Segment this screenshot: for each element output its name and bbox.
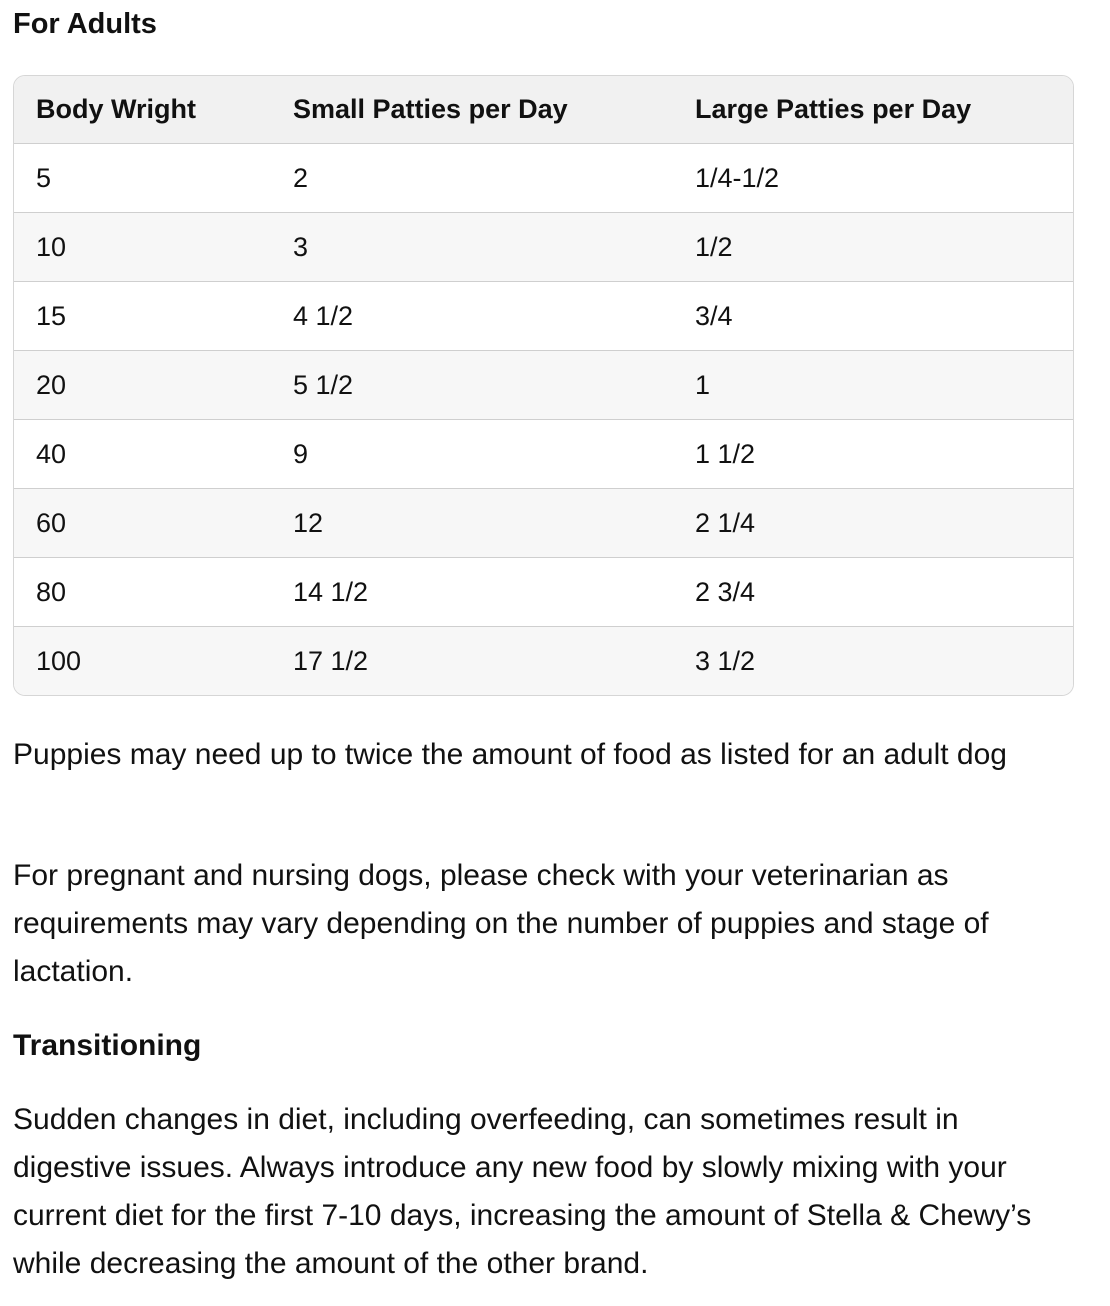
cell-small-patties: 12 — [271, 489, 673, 558]
table-row — [14, 489, 1073, 558]
cell-small-patties: 5 1/2 — [271, 351, 673, 420]
table-header-row — [14, 76, 1073, 144]
cell-body-weight: 100 — [14, 627, 271, 696]
cell-small-patties: 9 — [271, 420, 673, 489]
cell-large-patties: 2 1/4 — [673, 489, 1073, 558]
section-title-transitioning: Transitioning — [13, 1029, 202, 1062]
cell-body-weight: 20 — [14, 351, 271, 420]
cell-body-weight: 5 — [14, 144, 271, 213]
header-large-patties: Large Patties per Day — [673, 76, 1073, 144]
cell-body-weight: 80 — [14, 558, 271, 627]
table-row — [14, 213, 1073, 282]
cell-large-patties: 1 — [673, 351, 1073, 420]
cell-large-patties: 3 1/2 — [673, 627, 1073, 696]
cell-body-weight: 60 — [14, 489, 271, 558]
cell-body-weight: 10 — [14, 213, 271, 282]
cell-large-patties: 3/4 — [673, 282, 1073, 351]
cell-body-weight: 40 — [14, 420, 271, 489]
cell-large-patties: 1 1/2 — [673, 420, 1073, 489]
table-row — [14, 144, 1073, 213]
header-body-weight: Body Wright — [14, 76, 271, 144]
transitioning-body: Sudden changes in diet, including overfeeding, can sometimes result in digestive issues. Always introduce any new food by slowly mixing with your current diet for the first 7-10 days, increasing the amount of Stella & Chewy’s while decreasing the amount of the other brand. — [13, 1103, 1032, 1280]
table-row — [14, 351, 1073, 420]
cell-large-patties: 1/2 — [673, 213, 1073, 282]
table-row — [14, 558, 1073, 627]
cell-small-patties: 2 — [271, 144, 673, 213]
cell-small-patties: 4 1/2 — [271, 282, 673, 351]
feeding-table — [13, 75, 1074, 696]
cell-small-patties: 3 — [271, 213, 673, 282]
table-row — [14, 627, 1073, 696]
table-row — [14, 420, 1073, 489]
cell-small-patties: 14 1/2 — [271, 558, 673, 627]
pregnant-note: For pregnant and nursing dogs, please check with your veterinarian as requirements may vary depending on the number of puppies and stage of lactation. — [13, 859, 989, 988]
cell-body-weight: 15 — [14, 282, 271, 351]
section-title-for-adults: For Adults — [13, 8, 157, 40]
table-row — [14, 282, 1073, 351]
cell-large-patties: 2 3/4 — [673, 558, 1073, 627]
header-small-patties: Small Patties per Day — [271, 76, 673, 144]
puppies-note: Puppies may need up to twice the amount of food as listed for an adult dog — [13, 738, 1007, 771]
cell-small-patties: 17 1/2 — [271, 627, 673, 696]
cell-large-patties: 1/4-1/2 — [673, 144, 1073, 213]
